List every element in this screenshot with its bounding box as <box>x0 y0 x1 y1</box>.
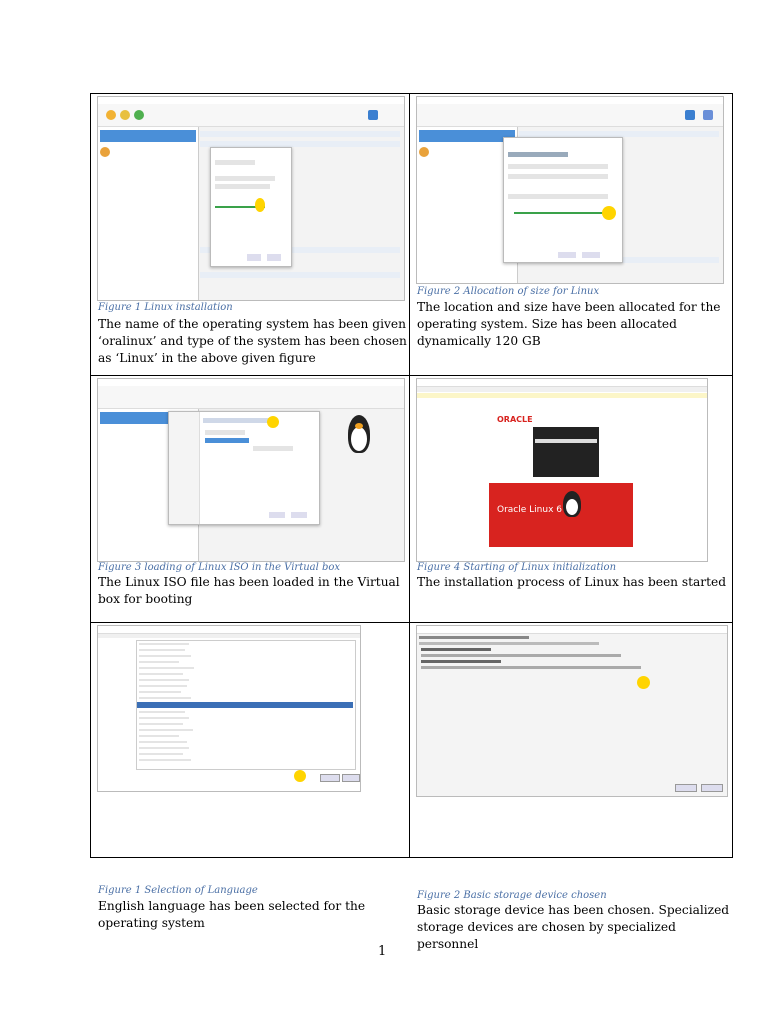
figure-table <box>90 93 733 951</box>
memory-size-dialog <box>210 147 292 267</box>
figure-description: Basic storage device has been chosen. Specialized storage devices are chosen by specialized personnel <box>417 903 730 951</box>
screenshot-linux-initialization <box>416 378 708 562</box>
screenshot-size-allocation <box>416 96 724 284</box>
figure-cell-3 <box>91 376 409 622</box>
figure-cell-2 <box>410 94 734 375</box>
figure-cell-4 <box>410 376 734 622</box>
figure-description: The installation process of Linux has been started <box>417 575 727 589</box>
figure-caption: Figure 2 Basic storage device chosen <box>417 890 607 901</box>
figure-description: The location and size have been allocated for the operating system. Size has been allocated dynamically 120 GB <box>417 300 721 348</box>
figure-cell-1 <box>91 94 409 375</box>
screenshot-iso-loading <box>97 378 405 562</box>
screenshot-language-selection <box>97 625 361 792</box>
figure-cell-5 <box>91 623 409 930</box>
oracle-boot-screen: ORACLE Oracle Linux 6 <box>489 411 633 547</box>
settings-dialog <box>168 411 320 525</box>
page-number: 1 <box>378 944 387 959</box>
figure-caption: Figure 3 loading of Linux ISO in the Virtual box <box>98 562 341 573</box>
figure-cell-6 <box>410 623 734 951</box>
figure-description: The Linux ISO file has been loaded in the Virtual box for booting <box>98 575 400 606</box>
file-location-dialog <box>503 137 623 263</box>
figure-caption: Figure 1 Selection of Language <box>98 885 258 896</box>
figure-caption: Figure 4 Starting of Linux initialization <box>417 562 617 573</box>
screenshot-storage-device <box>416 625 728 797</box>
figure-description: English language has been selected for the operating system <box>98 899 366 930</box>
figure-description: The name of the operating system has been given ‘oralinux’ and type of the system has been chosen as ‘Linux’ in the above given figure <box>98 317 407 365</box>
figure-caption: Figure 2 Allocation of size for Linux <box>417 286 600 297</box>
language-list <box>136 640 356 770</box>
figure-caption: Figure 1 Linux installation <box>98 302 233 313</box>
screenshot-linux-installation <box>97 96 405 301</box>
